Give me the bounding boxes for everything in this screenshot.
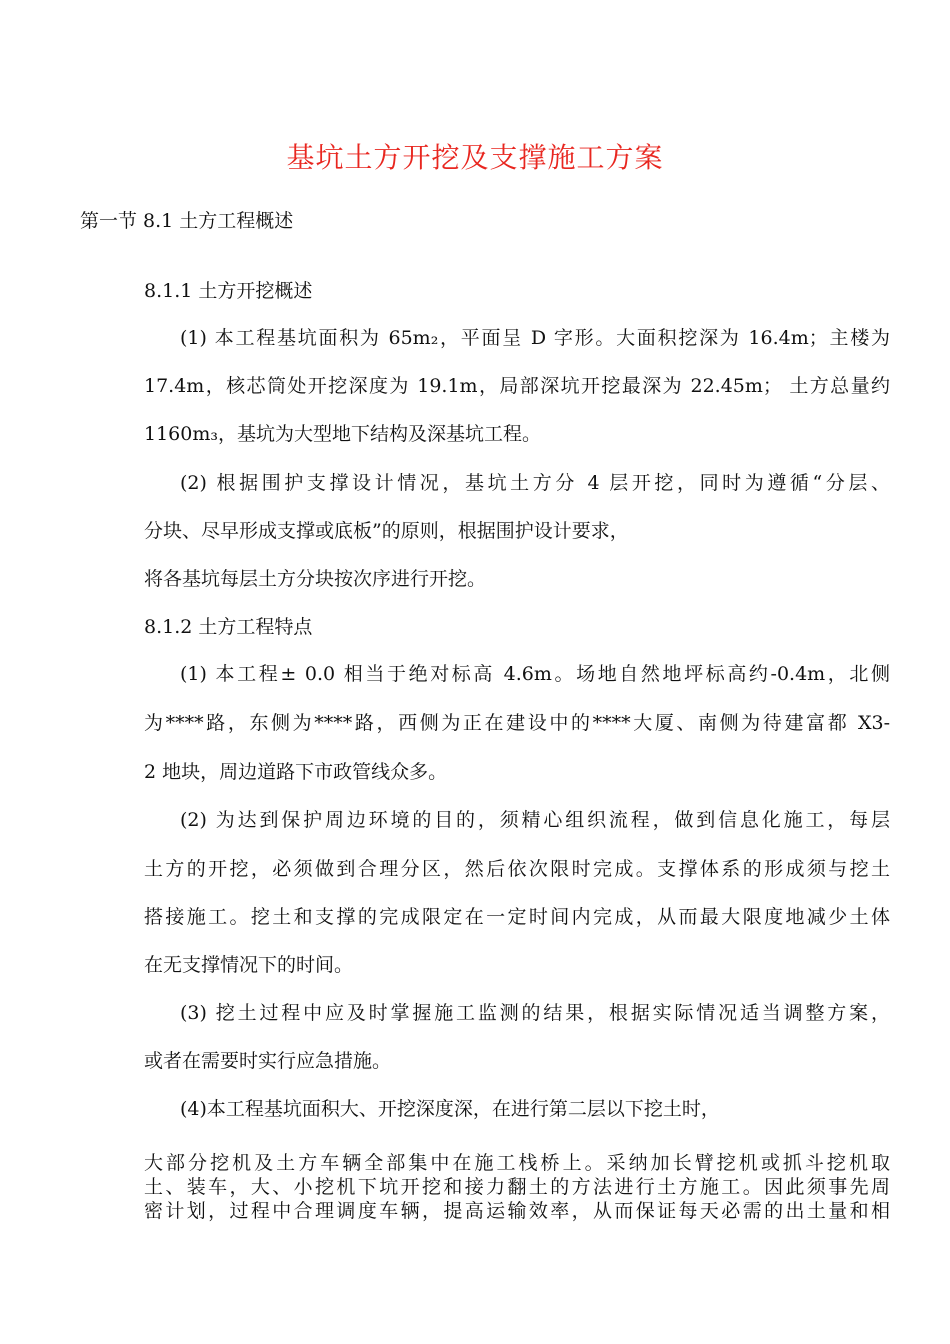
paragraph-line: (1) 本工程± 0.0 相当于绝对标高 4.6m。场地自然地坪标高约-0.4m，北侧 <box>180 663 890 685</box>
paragraph-line: 密计划，过程中合理调度车辆，提高运输效率，从而保证每天必需的出土量和相 <box>144 1200 890 1222</box>
paragraph-line: (4)本工程基坑面积大、开挖深度深，在进行第二层以下挖土时， <box>180 1098 720 1120</box>
paragraph-line: 1160m₃，基坑为大型地下结构及深基坑工程。 <box>144 423 541 445</box>
paragraph-line: 土、装车，大、小挖机下坑开挖和接力翻土的方法进行土方施工。因此须事先周 <box>144 1176 890 1198</box>
paragraph-line: 在无支撑情况下的时间。 <box>144 954 354 976</box>
paragraph-line: 大部分挖机及土方车辆全部集中在施工栈桥上。采纳加长臂挖机或抓斗挖机取 <box>144 1152 890 1174</box>
paragraph-line: (1) 本工程基坑面积为 65m₂，平面呈 D 字形。大面积挖深为 16.4m；主楼为 <box>180 327 890 349</box>
subsection-heading: 8.1.2 土方工程特点 <box>144 616 313 638</box>
paragraph-line: (3) 挖土过程中应及时掌握施工监测的结果，根据实际情况适当调整方案， <box>180 1002 890 1024</box>
paragraph-line: 搭接施工。挖土和支撑的完成限定在一定时间内完成，从而最大限度地减少土体 <box>144 906 890 928</box>
page-title: 基坑土方开挖及支撑施工方案 <box>286 141 664 174</box>
paragraph-line: (2) 根据围护支撑设计情况，基坑土方分 4 层开挖，同时为遵循“分层、 <box>180 472 890 494</box>
paragraph-line: 17.4m，核芯筒处开挖深度为 19.1m，局部深坑开挖最深为 22.45m； 土方总量约 <box>144 375 890 397</box>
paragraph-line: (2) 为达到保护周边环境的目的，须精心组织流程，做到信息化施工，每层 <box>180 809 890 831</box>
paragraph-line: 为****路，东侧为****路，西侧为正在建设中的****大厦、南侧为待建富都 X3- <box>144 712 890 734</box>
paragraph-line: 土方的开挖，必须做到合理分区，然后依次限时完成。支撑体系的形成须与挖土 <box>144 858 890 880</box>
paragraph-line: 分块、尽早形成支撑或底板”的原则，根据围护设计要求， <box>144 520 629 542</box>
paragraph-line: 将各基坑每层土方分块按次序进行开挖。 <box>144 568 487 590</box>
paragraph-line: 2 地块，周边道路下市政管线众多。 <box>144 761 448 783</box>
subsection-heading: 8.1.1 土方开挖概述 <box>144 280 313 302</box>
section-heading: 第一节 8.1 土方工程概述 <box>80 210 294 232</box>
paragraph-line: 或者在需要时实行应急措施。 <box>144 1050 392 1072</box>
